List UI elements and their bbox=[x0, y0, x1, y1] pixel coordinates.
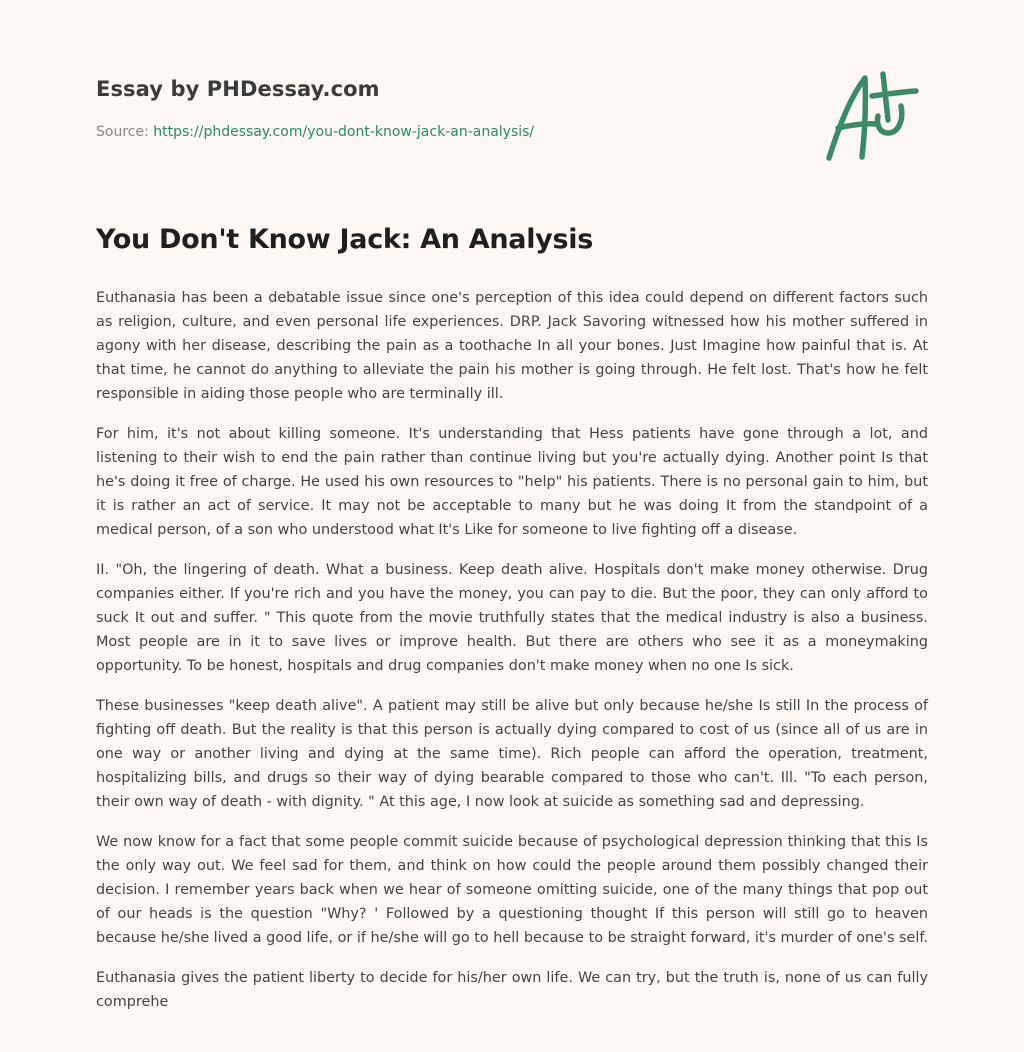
source-link[interactable]: https://phdessay.com/you-dont-know-jack-an-analysis/ bbox=[153, 124, 535, 140]
essay-title: You Don't Know Jack: An Analysis bbox=[96, 224, 593, 255]
paragraph: For him, it's not about killing someone. It's understanding that Hess patients have gone through a lot, and listening to their wish to end the pain rather than continue living but you're actually dying. Another point Is that he's doing it free of charge. He used his own resources to "help" his patients. There is no personal gain to him, but it is rather an act of service. It may not be acceptable to many but he was doing It from the standpoint of a medical person, of a son who understood what It's Like for someone to live fighting off a disease. bbox=[96, 426, 928, 538]
paragraph: Euthanasia gives the patient liberty to decide for his/her own life. We can try, but the truth is, none of us can fully comprehe bbox=[96, 970, 928, 1010]
paragraph: II. "Oh, the lingering of death. What a business. Keep death alive. Hospitals don't make money otherwise. Drug companies either. If you're rich and you have the money, you can pay to die. But the poor, they can only afford to suck It out and suffer. " This quote from the movie truthfully states that the medical industry is also a business. Most people are in it to save lives or improve health. But there are others who see it as a moneymaking opportunity. To be honest, hospitals and drug companies don't make money when no one Is sick. bbox=[96, 562, 928, 674]
source-line bbox=[96, 124, 534, 140]
paragraph: We now know for a fact that some people commit suicide because of psychological depression thinking that this Is the only way out. We feel sad for them, and think on how could the people around them possibly changed their decision. I remember years back when we hear of someone omitting suicide, one of the many things that pop out of our heads is the question "Why? ' Followed by a questioning thought If this person will still go to heaven because he/she lived a good life, or if he/she will go to hell because to be straight forward, it's murder of one's self. bbox=[96, 834, 928, 946]
a-plus-logo-icon bbox=[822, 68, 928, 164]
brand-title: Essay by PHDessay.com bbox=[96, 77, 380, 101]
source-label: Source: bbox=[96, 124, 149, 140]
essay-body bbox=[96, 286, 928, 1030]
paragraph: These businesses "keep death alive". A patient may still be alive but only because he/she Is still In the process of fighting off death. But the reality is that this person is actually dying compared to cost of us (since all of us are in one way or another living and dying at the same time). Rich people can afford the operation, treatment, hospitalizing bills, and drugs so their way of dying bearable compared to those who can't. Ill. "To each person, their own way of death - with dignity. " At this age, I now look at suicide as something sad and depressing. bbox=[96, 698, 928, 810]
paragraph: Euthanasia has been a debatable issue since one's perception of this idea could depend on different factors such as religion, culture, and even personal life experiences. DRP. Jack Savoring witnessed how his mother suffered in agony with her disease, describing the pain as a toothache In all your bones. Just Imagine how painful that is. At that time, he cannot do anything to alleviate the pain his mother is going through. He felt lost. That's how he felt responsible in aiding those people who are terminally ill. bbox=[96, 290, 928, 402]
